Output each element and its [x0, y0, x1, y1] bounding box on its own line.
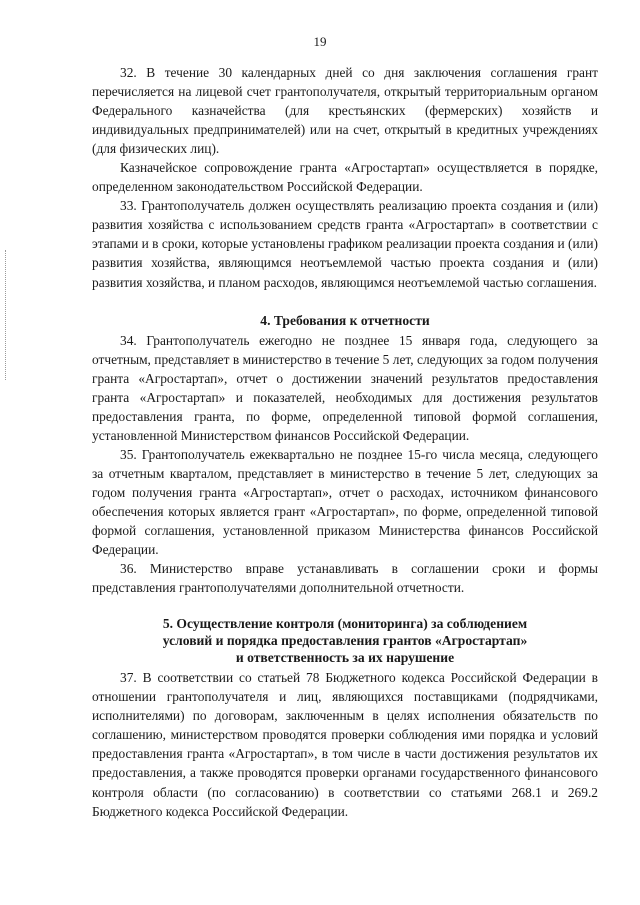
- paragraph-34: 34. Грантополучатель ежегодно не позднее 15 января года, следующего за отчетным, представляет в министерство в течение 5 лет, следующих за годом получения гранта «Агростартап», отчет о достижении значений результатов предоставления гранта «Агростартап» и показателей, необходимых для достижения результатов предоставления гранта, по форме, определенной типовой формой соглашения, установленной Министерством финансов Российской Федерации.: [92, 332, 598, 443]
- paragraph-treasury-support: Казначейское сопровождение гранта «Агростартап» осуществляется в порядке, определенном законодательством Российской Федерации.: [92, 160, 598, 195]
- paragraph-35: 35. Грантополучатель ежеквартально не позднее 15-го числа месяца, следующего за отчетным кварталом, представляет в министерство в течение 5 лет, следующих за годом получения гранта «Агростартап», отчет о расходах, источником финансового обеспечения которых является грант «Агростартап», по форме, определенной типовой формой соглашения, установленной приказом Министерства финансов Российской Федерации.: [92, 446, 598, 558]
- paragraph-37: 37. В соответствии со статьей 78 Бюджетного кодекса Российской Федерации в отношении грантополучателя и лиц, являющихся поставщиками (подрядчиками, исполнителями) по договорам, заключенным в целях исполнения обязательств по соглашению, министерством проводятся проверки соблюдения ими порядка и условий предоставления гранта «Агростартап», в том числе в части достижения результатов их предоставления, а также проводятся проверки органами государственного финансового контроля области (по согласованию) в соответствии со статьями 268.1 и 269.2 Бюджетного кодекса Российской Федерации.: [92, 670, 598, 819]
- section-5-heading-line-3: и ответственность за их нарушение: [235, 650, 455, 666]
- section-5-heading-line-1: 5. Осуществление контроля (мониторинга) за соблюдением: [162, 616, 528, 632]
- section-5-heading: [92, 615, 598, 666]
- paragraph-32: 32. В течение 30 календарных дней со дня заключения соглашения грант перечисляется на лицевой счет грантополучателя, открытый территориальным органом Федерального казначейства (для крестьянских (фермерских) хозяйств и индивидуальных предпринимателей) или на счет, открытый в кредитных учреждениях (для физических лиц).: [92, 65, 598, 157]
- section-4-heading: 4. Требования к отчетности: [260, 312, 430, 328]
- page-number: 19: [313, 34, 327, 49]
- scan-margin-marks: [5, 250, 8, 380]
- paragraph-33: 33. Грантополучатель должен осуществлять реализацию проекта создания и (или) развития хозяйства с использованием средств гранта «Агростартап» в соответствии с этапами и в сроки, которые установлены графиком реализации проекта создания и (или) развития хозяйства, являющимся неотъемлемой частью проекта создания и (или) развития хозяйства, и планом расходов, являющимся неотъемлемой частью соглашения.: [92, 198, 598, 290]
- section-5-heading-line-2: условий и порядка предоставления грантов «Агростартап»: [162, 633, 528, 649]
- document-body: [92, 63, 598, 821]
- paragraph-36: 36. Министерство вправе устанавливать в соглашении сроки и формы представления грантополучателями дополнительной отчетности.: [92, 561, 598, 596]
